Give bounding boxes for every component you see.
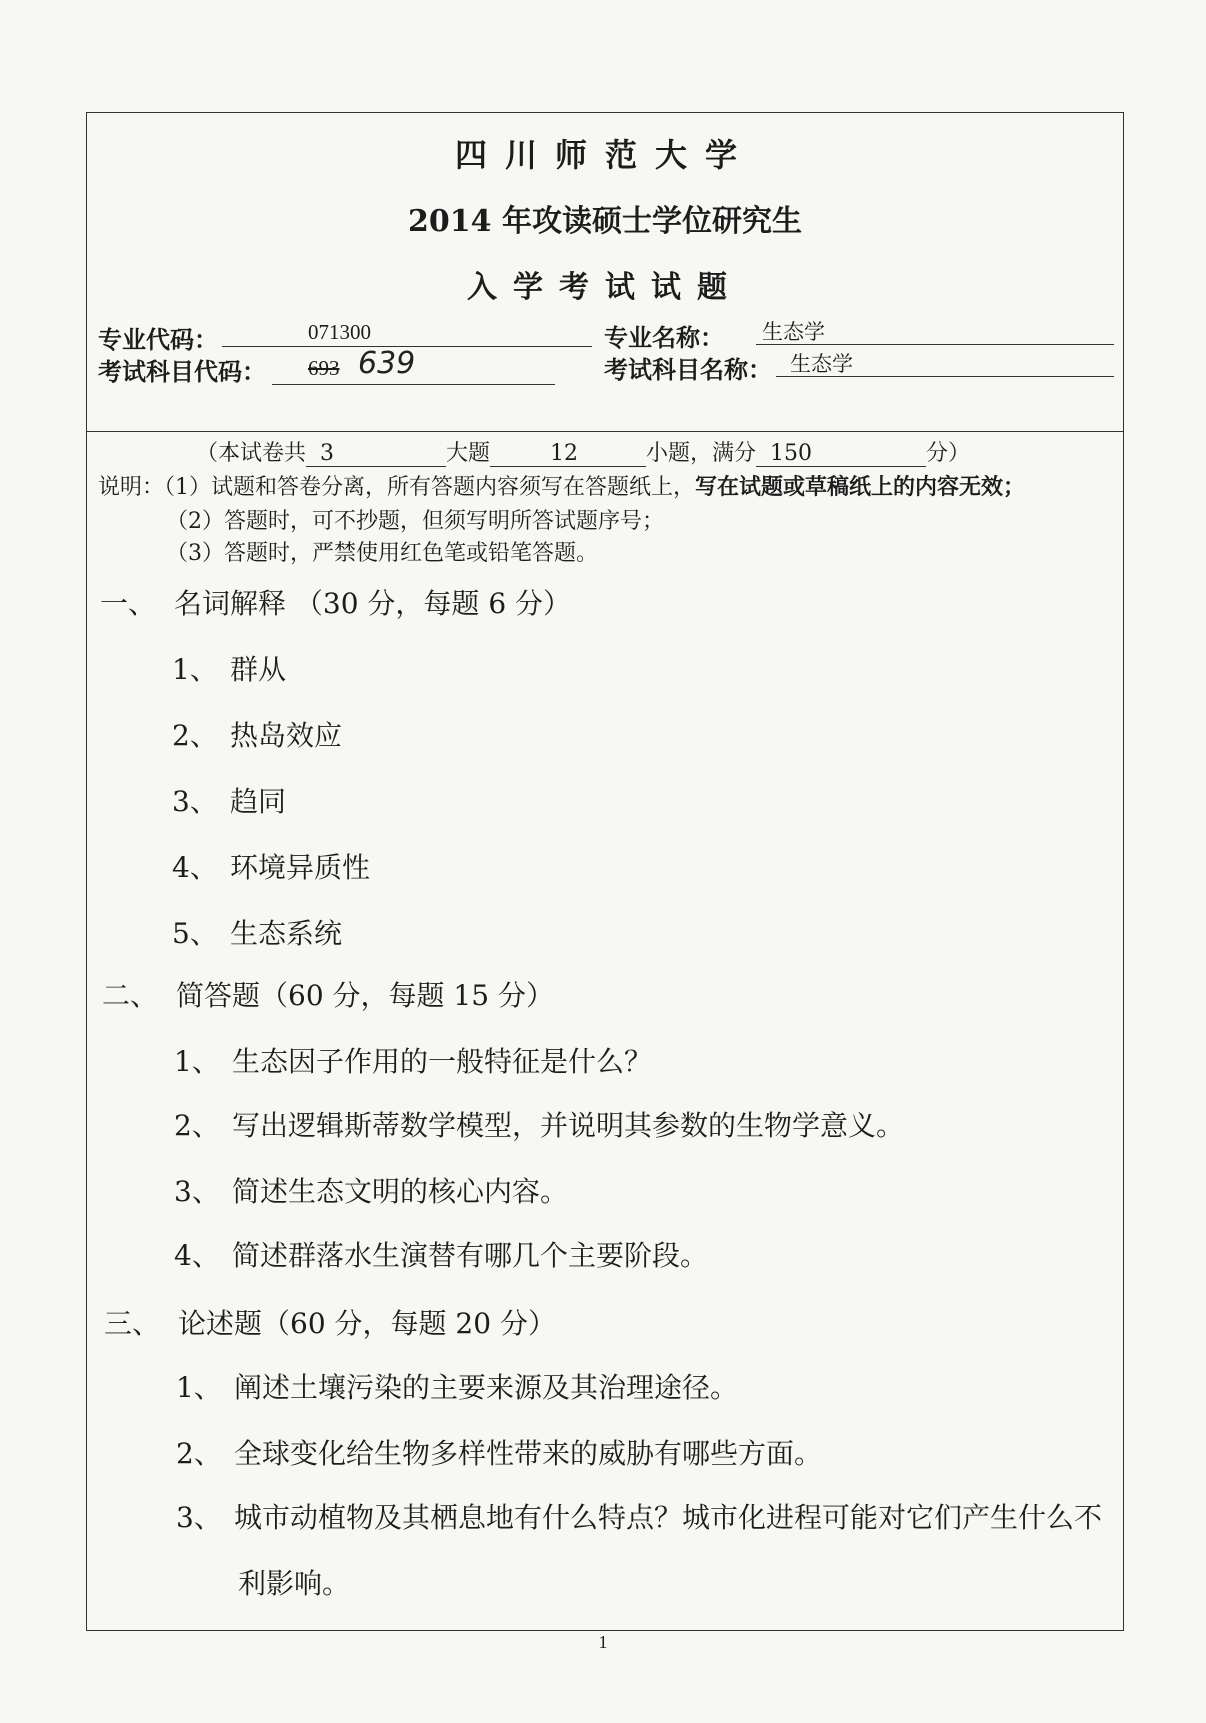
item-number: 3、 — [176, 1501, 222, 1534]
item-number: 2、 — [174, 1109, 220, 1142]
list-item — [174, 1104, 904, 1144]
item-text: 生态因子作用的一般特征是什么？ — [232, 1045, 653, 1078]
section-3-title: 论述题（60 分，每题 20 分） — [178, 1307, 556, 1340]
item-text: 全球变化给生物多样性带来的威胁有哪些方面。 — [234, 1437, 823, 1470]
major-name-label: 专业名称： — [604, 323, 724, 352]
exam-title: 2014 年攻读硕士学位研究生 — [408, 204, 802, 239]
item-number: 2、 — [172, 719, 218, 752]
list-item — [174, 1170, 568, 1210]
item-text: 阐述土壤污染的主要来源及其治理途径。 — [234, 1371, 739, 1404]
list-item-continuation: 利影响。 — [238, 1567, 351, 1600]
item-number: 1、 — [176, 1371, 222, 1404]
list-item — [172, 714, 342, 754]
paper-info-suffix: 分） — [926, 441, 971, 466]
item-number: 1、 — [174, 1045, 220, 1078]
item-text: 趋同 — [230, 785, 287, 818]
list-item — [172, 648, 286, 688]
section-1-title: 名词解释 （30 分，每题 6 分） — [174, 587, 572, 620]
section-2-heading — [102, 974, 554, 1014]
instruction-1-text: （1）试题和答卷分离，所有答题内容须写在答题纸上， — [164, 475, 696, 500]
list-item — [176, 1496, 1102, 1536]
item-text: 简述生态文明的核心内容。 — [232, 1175, 569, 1208]
major-code-label: 专业代码： — [98, 325, 218, 354]
total-score: 150 — [756, 441, 926, 467]
list-item — [172, 780, 286, 820]
item-text: 热岛效应 — [230, 719, 343, 752]
list-item — [176, 1366, 738, 1406]
item-number: 3、 — [174, 1175, 220, 1208]
section-1-heading — [100, 582, 571, 622]
instruction-1-bold: 写在试题或草稿纸上的内容无效； — [695, 474, 1026, 500]
subject-code-field — [272, 346, 555, 385]
major-name-field — [756, 316, 1114, 345]
subject-name-value: 生态学 — [790, 352, 853, 376]
list-item — [174, 1234, 708, 1274]
subject-name-field — [776, 348, 1114, 377]
section-3-heading — [104, 1302, 556, 1342]
subject-name-label: 考试科目名称： — [604, 355, 772, 384]
subject-code-struck: 693 — [308, 356, 340, 380]
item-text: 简述群落水生演替有哪几个主要阶段。 — [232, 1239, 709, 1272]
small-question-label: 小题，满分 — [646, 441, 757, 466]
page-number: 1 — [598, 1632, 608, 1652]
item-number: 4、 — [172, 851, 218, 884]
instruction-line-3: （3）答题时，严禁使用红色笔或铅笔答题。 — [166, 541, 598, 566]
paper-info-prefix: （本试卷共 — [196, 441, 307, 466]
big-question-label: 大题 — [446, 441, 491, 466]
item-text: 群从 — [230, 653, 287, 686]
section-3-number: 三、 — [104, 1307, 161, 1340]
subject-code-label: 考试科目代码： — [98, 357, 266, 386]
section-2-number: 二、 — [102, 979, 159, 1012]
item-text: 写出逻辑斯蒂数学模型，并说明其参数的生物学意义。 — [232, 1109, 905, 1142]
list-item — [172, 912, 342, 952]
header-divider — [86, 431, 1124, 432]
instruction-line-2: （2）答题时，可不抄题，但须写明所答试题序号； — [166, 509, 664, 534]
major-name-value: 生态学 — [762, 320, 825, 344]
instruction-line-1 — [98, 470, 1025, 501]
item-number: 3、 — [172, 785, 218, 818]
big-question-count: 3 — [306, 441, 446, 467]
section-1-number: 一、 — [100, 587, 157, 620]
list-item — [172, 846, 370, 886]
item-text: 城市动植物及其栖息地有什么特点？城市化进程可能对它们产生什么不 — [234, 1501, 1103, 1534]
section-2-title: 简答题（60 分，每题 15 分） — [176, 979, 554, 1012]
exam-subtitle: 入学考试试题 — [467, 270, 743, 305]
major-code-value: 071300 — [308, 320, 371, 344]
instructions-label: 说明： — [98, 475, 165, 500]
small-question-count: 12 — [490, 441, 646, 467]
item-number: 2、 — [176, 1437, 222, 1470]
subject-code-handwritten: 639 — [358, 346, 416, 381]
university-name: 四川师范大学 — [454, 136, 755, 174]
major-code-field — [222, 318, 592, 347]
item-text: 环境异质性 — [230, 851, 371, 884]
paper-info — [196, 436, 970, 467]
item-number: 1、 — [172, 653, 218, 686]
list-item — [174, 1040, 652, 1080]
item-number: 5、 — [172, 917, 218, 950]
item-number: 4、 — [174, 1239, 220, 1272]
list-item — [176, 1432, 822, 1472]
item-text: 生态系统 — [230, 917, 343, 950]
